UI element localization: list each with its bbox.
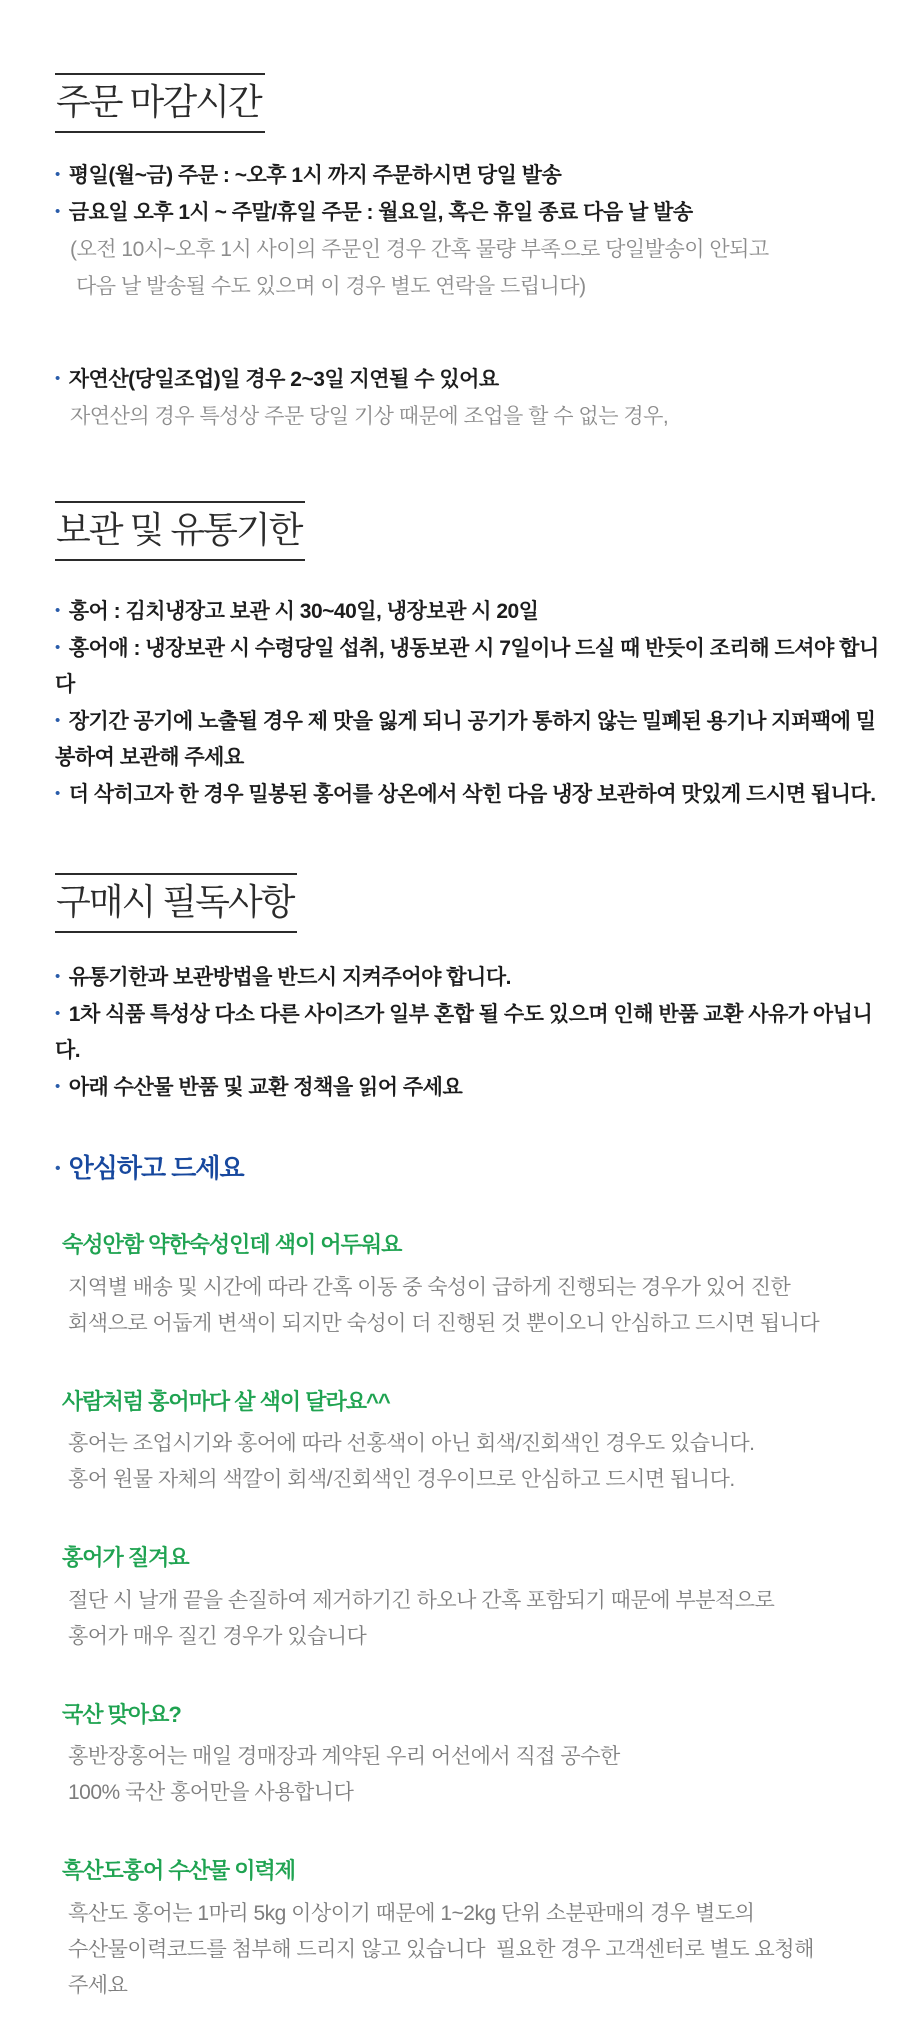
faq-body-line: 홍어가 매우 질긴 경우가 있습니다 <box>68 1624 367 1648</box>
section-purchase-notes <box>55 873 885 2004</box>
list-item-text: 자연산(당일조업)일 경우 2~3일 지연될 수 있어요 <box>68 368 499 391</box>
faq-body-line: 지역별 배송 및 시간에 따라 간혹 이동 중 숙성이 급하게 진행되는 경우가 있어 진한 <box>68 1275 791 1299</box>
order-deadline-list <box>55 157 885 435</box>
list-item <box>55 194 885 231</box>
list-item-text: 더 삭히고자 한 경우 밀봉된 홍어를 상온에서 삭힌 다음 냉장 보관하여 맛있게 드시면 됩니다. <box>68 783 876 806</box>
bullet-icon: • <box>55 1160 60 1177</box>
section-storage <box>55 501 885 813</box>
list-item <box>55 630 885 703</box>
list-item-text: 아래 수산물 반품 및 교환 정책을 읽어 주세요 <box>68 1076 463 1099</box>
faq-domestic <box>55 1701 885 1812</box>
section-order-deadline <box>55 73 885 435</box>
faq-body-line: 수산물이력코드를 첨부해 드리지 않고 있습니다 필요한 경우 고객센터로 별도 요청해 <box>68 1937 814 1961</box>
faq-body-line: 홍어 원물 자체의 색깔이 회색/진회색인 경우이므로 안심하고 드시면 됩니다. <box>68 1468 735 1492</box>
faq-body-line: 흑산도 홍어는 1마리 5kg 이상이기 때문에 1~2kg 단위 소분판매의 경우 별도의 <box>68 1901 755 1925</box>
section-title-order-deadline: 주문 마감시간 <box>55 73 265 133</box>
bullet-icon: • <box>55 639 60 656</box>
bullet-icon: • <box>55 166 60 183</box>
faq-heading: 홍어가 질겨요 <box>62 1545 189 1571</box>
list-item-text: 1차 식품 특성상 다소 다른 사이즈가 일부 혼합 될 수도 있으며 인해 반품 교환 사유가 아닙니다. <box>55 1003 873 1062</box>
list-item <box>55 996 885 1069</box>
faq-chewy <box>55 1544 885 1655</box>
bullet-icon: • <box>55 203 60 220</box>
faq-body-line: 회색으로 어둡게 변색이 되지만 숙성이 더 진행된 것 뿐이오니 안심하고 드시면 됩니다 <box>68 1311 820 1335</box>
list-item-note: (오전 10시~오후 1시 사이의 주문인 경우 간혹 물량 부족으로 당일발송이 안되고 <box>70 238 769 261</box>
faq-heading: 숙성안함 약한숙성인데 색이 어두워요 <box>62 1232 402 1257</box>
list-item-text: 홍어 : 김치냉장고 보관 시 30~40일, 냉장보관 시 20일 <box>68 600 539 623</box>
section-title-purchase-notes: 구매시 필독사항 <box>55 873 297 933</box>
faq-body-line: 100% 국산 홍어만을 사용합니다 <box>68 1781 354 1805</box>
faq-traceability <box>55 1857 885 2004</box>
purchase-notes-list <box>55 959 885 1106</box>
bullet-icon: • <box>55 1078 60 1095</box>
bullet-icon: • <box>55 370 60 387</box>
list-item-note: 다음 날 발송될 수도 있으며 이 경우 별도 연락을 드립니다) <box>76 275 586 298</box>
storage-list <box>55 593 885 813</box>
faq-body-line: 홍반장홍어는 매일 경매장과 계약된 우리 어선에서 직접 공수한 <box>68 1745 620 1769</box>
list-item-text: 홍어애 : 냉장보관 시 수령당일 섭취, 냉동보관 시 7일이나 드실 때 반듯이 조리해 드셔야 합니다 <box>55 637 879 696</box>
list-item <box>55 959 885 996</box>
list-item-text: 금요일 오후 1시 ~ 주말/휴일 주문 : 월요일, 혹은 휴일 종료 다음 날 발송 <box>68 201 693 224</box>
bullet-icon: • <box>55 785 60 802</box>
bullet-icon: • <box>55 1005 60 1022</box>
faq-heading: 국산 맞아요? <box>62 1701 181 1727</box>
faq-heading: 흑산도홍어 수산물 이력제 <box>62 1858 295 1884</box>
bullet-icon: • <box>55 968 60 985</box>
bullet-icon: • <box>55 712 60 729</box>
faq-body-line: 홍어는 조업시기와 홍어에 따라 선홍색이 아닌 회색/진회색인 경우도 있습니다. <box>68 1432 755 1456</box>
faq-aging-color <box>55 1231 885 1342</box>
list-item <box>55 593 885 630</box>
faq-heading: 사람처럼 홍어마다 살 색이 달라요^^ <box>62 1388 390 1414</box>
faq-body-line: 절단 시 날개 끝을 손질하여 제거하기긴 하오나 간혹 포함되기 때문에 부분적으로 <box>68 1588 775 1612</box>
bullet-icon: • <box>55 602 60 619</box>
faq-body-line: 주세요 <box>68 1973 128 1997</box>
list-item <box>55 703 885 776</box>
faq-flesh-color <box>55 1388 885 1499</box>
heading-text: 안심하고 드세요 <box>68 1153 244 1183</box>
list-item-text: 장기간 공기에 노출될 경우 제 맛을 잃게 되니 공기가 통하지 않는 밀폐된 용기나 지퍼팩에 밀봉하여 보관해 주세요 <box>55 710 876 769</box>
list-item <box>55 1069 885 1106</box>
list-item <box>55 157 885 194</box>
list-item-text: 평일(월~금) 주문 : ~오후 1시 까지 주문하시면 당일 발송 <box>68 164 562 187</box>
list-item-text: 유통기한과 보관방법을 반드시 지켜주어야 합니다. <box>68 966 511 989</box>
section-title-storage: 보관 및 유통기한 <box>55 501 305 561</box>
list-item-note: 자연산의 경우 특성상 주문 당일 기상 때문에 조업을 할 수 없는 경우, <box>70 405 669 428</box>
list-item <box>55 776 885 813</box>
eat-with-confidence-heading <box>55 1148 885 1185</box>
list-item <box>55 361 885 398</box>
